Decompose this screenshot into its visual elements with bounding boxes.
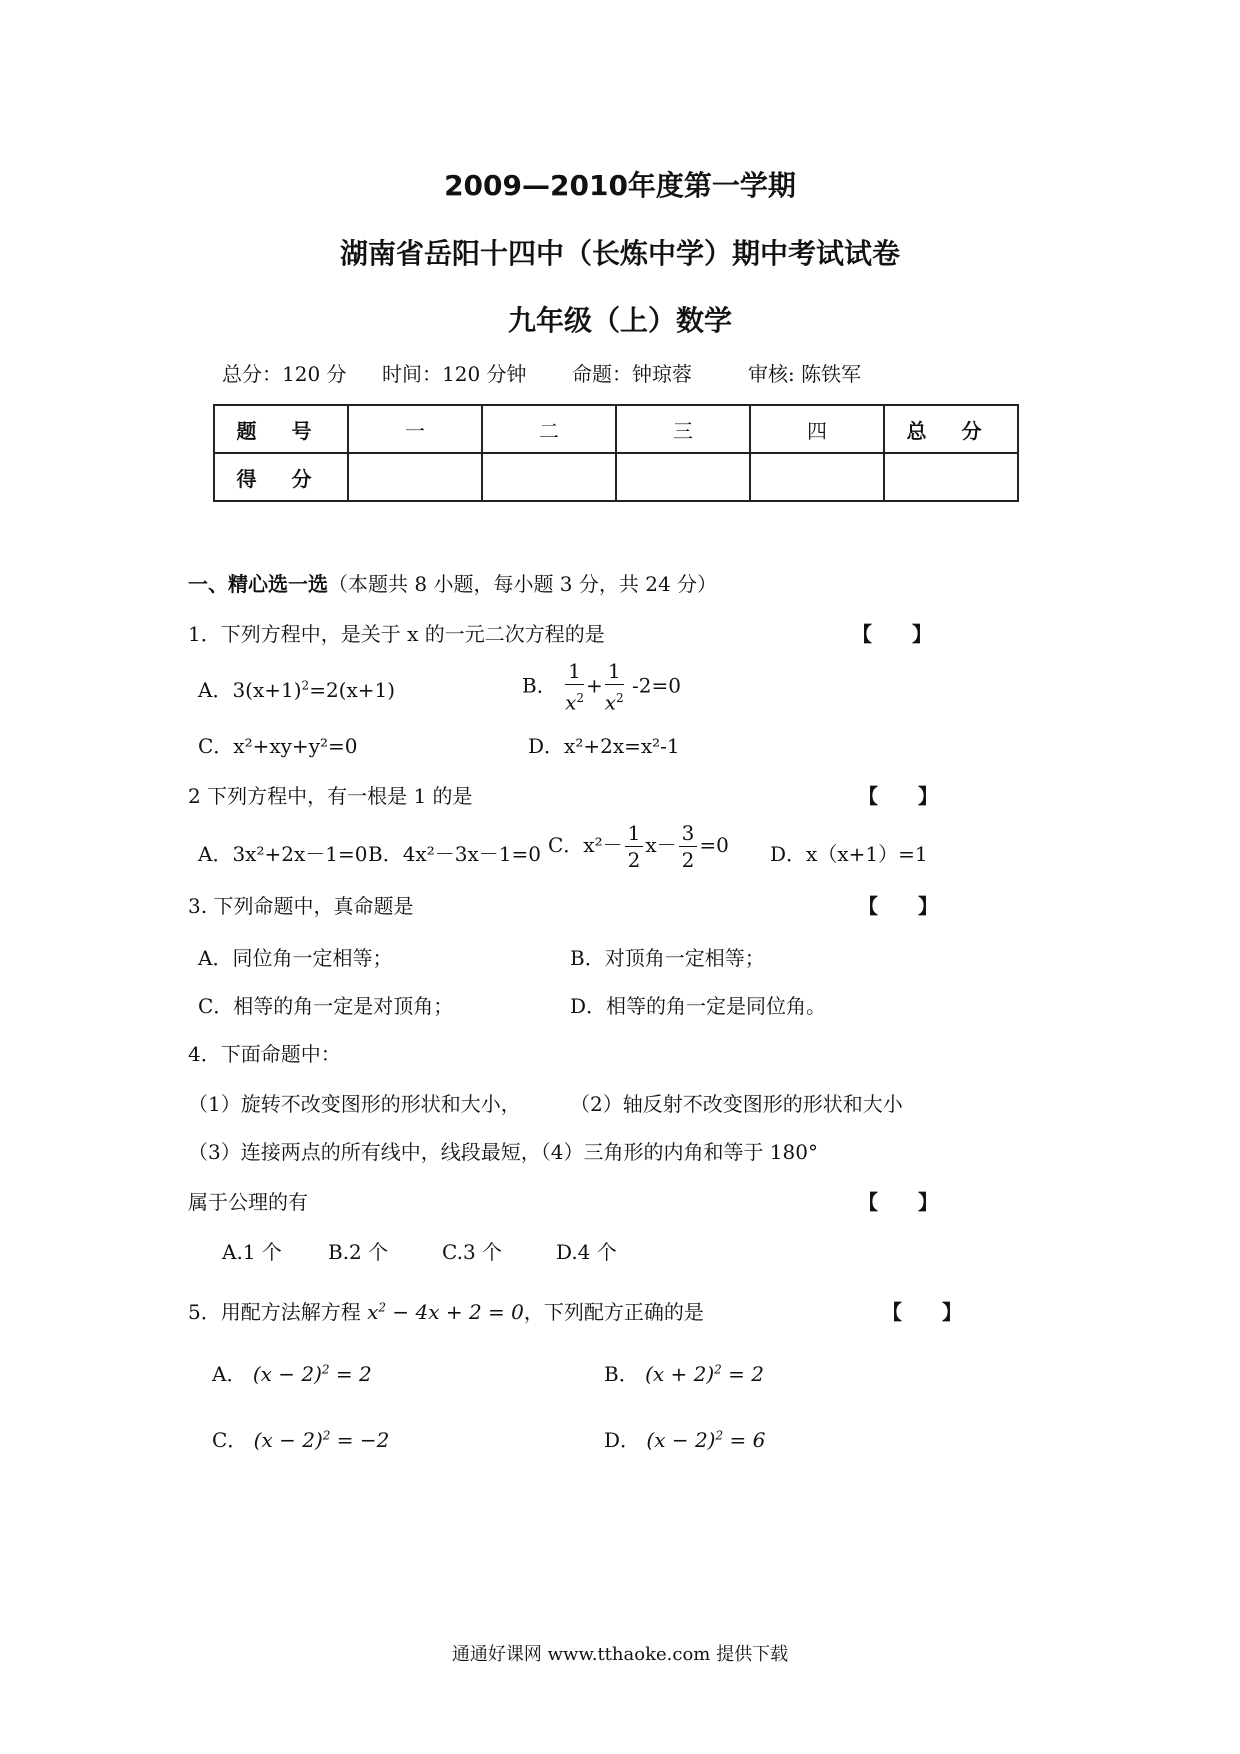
- q5-answer-bracket[interactable]: 【 】: [882, 1300, 962, 1324]
- q3-stem: 3. 下列命题中，真命题是: [188, 894, 414, 918]
- q5-stem-pre: 5．用配方法解方程: [188, 1300, 361, 1324]
- time-info: 时间：120 分钟: [382, 362, 527, 386]
- q5-stem: [188, 1296, 704, 1325]
- q3-option-d: D．相等的角一定是同位角。: [570, 994, 827, 1018]
- section-2-header: 二: [482, 405, 616, 453]
- q1-option-b: B． $\frac{1}{x^2}$ + $\frac{1}{x^2}$ -2=0: [522, 659, 681, 715]
- q3-option-a: A．同位角一定相等；: [198, 946, 393, 970]
- q5-option-c-label: C．: [212, 1428, 248, 1452]
- q2-option-c-mid: x－: [645, 833, 677, 857]
- exam-term-title: 2009—2010年度第一学期: [444, 169, 796, 202]
- q1-answer-bracket[interactable]: 【 】: [852, 622, 932, 646]
- q4-ask: 属于公理的有: [188, 1190, 308, 1214]
- q4-stem: 4．下面命题中：: [188, 1042, 341, 1066]
- q4-option-b: B.2 个: [328, 1240, 389, 1264]
- q3-option-c: C．相等的角一定是对顶角；: [198, 994, 454, 1018]
- q2-option-c-pre: C．x²－: [548, 833, 623, 857]
- q5-equation: $x^2 - 4x + 2 = 0$: [367, 1300, 524, 1324]
- q4-statement-3-4: （3）连接两点的所有线中，线段最短，（4）三角形的内角和等于 180°: [188, 1140, 818, 1164]
- q4-option-a: A.1 个: [222, 1240, 282, 1264]
- section-4-score-cell[interactable]: [750, 453, 884, 501]
- q5-option-a-label: A．: [212, 1362, 247, 1386]
- q5-option-b: B． $(x + 2)^2 = 2$: [604, 1362, 764, 1386]
- q2-option-b: B．4x²－3x－1=0: [368, 842, 541, 866]
- q1-option-b-label: B．: [522, 673, 557, 698]
- section-4-header: 四: [750, 405, 884, 453]
- footer-source: 通通好课网 www.tthaoke.com 提供下载: [451, 1644, 789, 1665]
- section-3-header: 三: [616, 405, 750, 453]
- section-1-heading: 一、精心选一选: [188, 572, 328, 596]
- q3-option-b: B．对顶角一定相等；: [570, 946, 765, 970]
- q2-option-d: D．x（x+1）=1: [770, 842, 928, 866]
- q4-statement-1: （1）旋转不改变图形的形状和大小，: [188, 1092, 521, 1116]
- q5-option-a: A． $(x - 2)^2 = 2$: [212, 1362, 372, 1386]
- q5-option-b-label: B．: [604, 1362, 639, 1386]
- section-2-score-cell[interactable]: [482, 453, 616, 501]
- reviewer-info: 审核: 陈铁军: [748, 362, 862, 386]
- q4-option-d: D.4 个: [556, 1240, 617, 1264]
- q2-option-a: A．3x²+2x－1=0: [198, 842, 368, 866]
- section-1-heading-line: [188, 568, 717, 597]
- section-1-score-cell[interactable]: [348, 453, 482, 501]
- section-1-header: 一: [348, 405, 482, 453]
- author-info: 命题：钟琼蓉: [572, 362, 692, 386]
- q2-option-c: C．x²－ $\frac{1}{2}$ x－ $\frac{3}{2}$ =0: [548, 821, 729, 872]
- q1-option-b-tail: -2=0: [632, 673, 681, 698]
- q4-statement-2: （2）轴反射不改变图形的形状和大小: [570, 1092, 903, 1116]
- question-number-label: 题 号: [214, 405, 348, 453]
- score-table-score-row: [214, 453, 1018, 501]
- q4-answer-bracket[interactable]: 【 】: [858, 1190, 938, 1214]
- total-score-info: 总分：120 分: [222, 362, 347, 386]
- total-score-header: 总 分: [884, 405, 1018, 453]
- q1-option-a: A．$3(x+1)^2=2(x+1)$: [198, 678, 396, 702]
- q1-option-a-text: A．3(x+1): [198, 678, 302, 702]
- score-table: [213, 404, 1019, 502]
- exam-subject-title: 九年级（上）数学: [507, 304, 732, 337]
- q5-option-d-label: D．: [604, 1428, 641, 1452]
- q3-answer-bracket[interactable]: 【 】: [858, 894, 938, 918]
- score-table-header-row: [214, 405, 1018, 453]
- section-1-note: （本题共 8 小题，每小题 3 分，共 24 分）: [328, 572, 718, 596]
- score-label: 得 分: [214, 453, 348, 501]
- section-3-score-cell[interactable]: [616, 453, 750, 501]
- q2-answer-bracket[interactable]: 【 】: [858, 784, 938, 808]
- q5-stem-post: ，下列配方正确的是: [523, 1300, 704, 1324]
- q4-option-c: C.3 个: [442, 1240, 503, 1264]
- q5-option-d: D． $(x - 2)^2 = 6$: [604, 1428, 766, 1452]
- q2-option-c-tail: =0: [699, 833, 729, 857]
- q5-option-c: C． $(x - 2)^2 = -2$: [212, 1428, 390, 1452]
- q1-option-a-text2: =2(x+1): [309, 678, 396, 702]
- q1-option-c: C．x²+xy+y²=0: [198, 734, 358, 758]
- q2-stem: 2 下列方程中，有一根是 1 的是: [188, 784, 473, 808]
- exam-school-title: 湖南省岳阳十四中（长炼中学）期中考试试卷: [339, 237, 900, 270]
- q1-option-d: D．x²+2x=x²-1: [528, 734, 680, 758]
- q1-stem: 1．下列方程中，是关于 x 的一元二次方程的是: [188, 622, 605, 646]
- total-score-cell[interactable]: [884, 453, 1018, 501]
